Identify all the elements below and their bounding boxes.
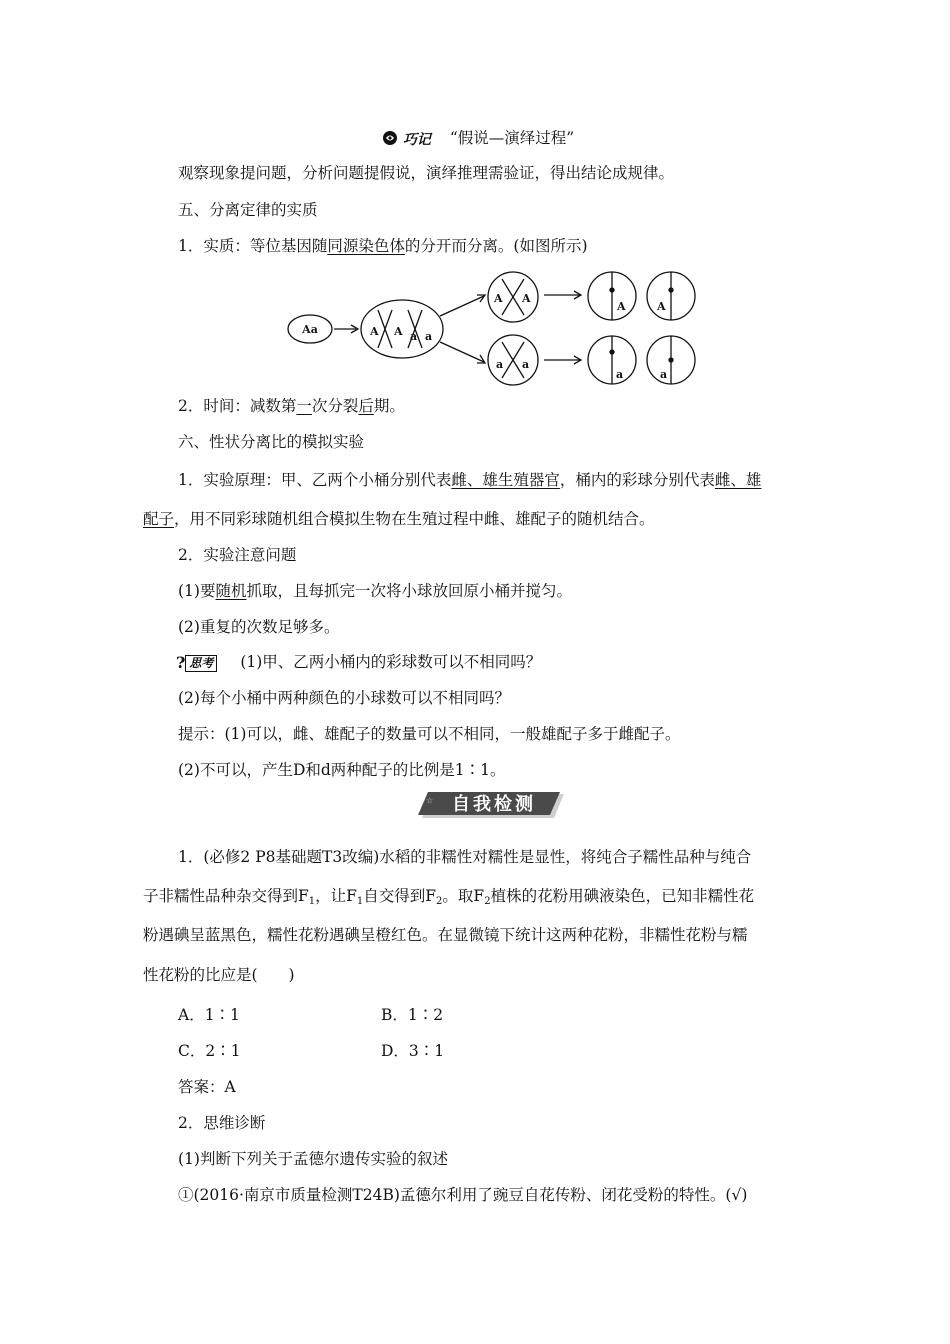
arrow-upper — [440, 296, 484, 316]
brain-icon — [382, 130, 398, 146]
text: 。取F — [442, 887, 485, 905]
text: 自交得到F — [363, 887, 437, 905]
option-c: C．2∶1 — [178, 1042, 241, 1060]
text: 2．时间：减数第 — [178, 397, 297, 415]
allele-label: a — [425, 330, 433, 343]
arrow-lower — [440, 342, 484, 362]
memo-badge-label: 巧记 — [402, 131, 431, 148]
text: ，桶内的彩球分别代表 — [559, 471, 715, 489]
big-cell — [361, 300, 443, 358]
cell-aa — [288, 315, 332, 343]
allele-label: a — [660, 368, 668, 381]
underlined-answer: 雌、雄 — [714, 471, 762, 489]
text: (1)甲、乙两小桶内的彩球数可以不相同吗？ — [240, 653, 542, 671]
section6-p1-line2 — [143, 509, 655, 529]
think-badge-label: 思考 — [185, 655, 217, 672]
selfcheck-banner — [418, 790, 568, 820]
allele-label: A — [617, 300, 626, 313]
text: ，让F — [315, 887, 357, 905]
underlined-answer: 随机 — [215, 582, 247, 600]
memo-text: 观察现象提问题，分析问题提假说，演绎推理需验证，得出结论成规律。 — [178, 164, 675, 182]
section6-p3 — [178, 581, 572, 601]
think-q2: (2)每个小桶中两种颜色的小球数可以不相同吗？ — [178, 689, 510, 707]
gamete-upper-1 — [588, 272, 636, 320]
q1-line3: 粉遇碘呈蓝黑色，糯性花粉遇碘呈橙红色。在显微镜下统计这两种花粉，非糯性花粉与糯 — [143, 926, 748, 944]
text: 植株的花粉用碘液染色，已知非糯性花 — [490, 887, 755, 905]
section5-p2 — [178, 396, 405, 416]
text: 1．实验原理：甲、乙两个小桶分别代表 — [178, 471, 452, 489]
underlined-answer: 配子 — [143, 510, 175, 528]
subscript: 1 — [308, 896, 316, 907]
option-a: A．1∶1 — [178, 1006, 240, 1024]
allele-label: a — [410, 330, 418, 343]
think-a1: 提示：(1)可以，雌、雄配子的数量可以不相同，一般雄配子多于雌配子。 — [178, 725, 681, 743]
subscript: 2 — [436, 896, 443, 907]
text: 的分开而分离。(如图所示) — [404, 237, 588, 255]
gamete-lower-1 — [588, 336, 636, 384]
text: 子非糯性品种杂交得到F — [143, 887, 309, 905]
allele-label: a — [522, 358, 530, 371]
q1-line1: 1．(必修2 P8基础题T3改编)水稻的非糯性对糯性是显性，将纯合子糯性品种与纯合 — [178, 848, 752, 866]
memo-title: “假说—演绎过程” — [449, 129, 575, 147]
q2-part1: (1)判断下列关于孟德尔遗传实验的叙述 — [178, 1150, 448, 1168]
q2-part1-item1: ①(2016·南京市质量检测T24B)孟德尔利用了豌豆自花传粉、闭花受粉的特性。(√) — [178, 1186, 748, 1204]
section5-heading: 五、分离定律的实质 — [178, 201, 318, 219]
underlined-answer: 雌、雄生殖器官 — [451, 471, 560, 489]
q1-line2 — [143, 886, 754, 912]
q2-heading: 2．思维诊断 — [178, 1114, 266, 1132]
text: 期。 — [373, 397, 405, 415]
gamete-upper-2 — [647, 272, 695, 320]
allele-label: A — [370, 325, 379, 338]
think-a2: (2)不可以，产生D和d两种配子的比例是1∶1。 — [178, 761, 506, 779]
question-mark-icon: ? — [176, 653, 186, 672]
allele-label: A — [522, 292, 531, 305]
underlined-answer: 一 — [296, 397, 312, 415]
banner-label: 自我检测 — [452, 794, 536, 815]
memo-badge — [382, 129, 431, 150]
section6-p1-line1 — [178, 470, 761, 490]
memo-header — [382, 128, 574, 150]
meiosis-diagram — [280, 268, 700, 388]
option-b: B．1∶2 — [381, 1006, 444, 1024]
q1-line4: 性花粉的比应是( ) — [143, 966, 295, 984]
underlined-answer: 后 — [358, 397, 374, 415]
text: 抓取，且每抓完一次将小球放回原小桶并搅匀。 — [246, 582, 572, 600]
think-q1 — [176, 652, 541, 673]
allele-label: a — [616, 368, 624, 381]
banner-decor-icon: ☆ — [426, 796, 434, 805]
lower-cell — [488, 335, 538, 385]
upper-cell — [488, 272, 538, 322]
text: ，用不同彩球随机组合模拟生物在生殖过程中雌、雄配子的随机结合。 — [174, 510, 655, 528]
text: (1)要 — [178, 582, 216, 600]
allele-label: A — [394, 325, 403, 338]
subscript: 1 — [356, 896, 364, 907]
underlined-answer: 同源染色体 — [327, 237, 405, 255]
answer: 答案：A — [178, 1078, 236, 1096]
allele-label: A — [494, 292, 503, 305]
option-d: D．3∶1 — [381, 1042, 445, 1060]
text: 1．实质：等位基因随 — [178, 237, 328, 255]
gamete-lower-2 — [647, 336, 695, 384]
subscript: 2 — [484, 896, 491, 907]
text: 次分裂 — [311, 397, 359, 415]
cell-aa-label: Aa — [302, 323, 318, 336]
section6-p4: (2)重复的次数足够多。 — [178, 618, 340, 636]
section5-p1 — [178, 236, 588, 256]
allele-label: A — [657, 300, 666, 313]
section6-p2: 2．实验注意问题 — [178, 546, 297, 564]
allele-label: a — [496, 358, 504, 371]
section6-heading: 六、性状分离比的模拟实验 — [178, 433, 365, 451]
think-badge — [176, 653, 217, 673]
